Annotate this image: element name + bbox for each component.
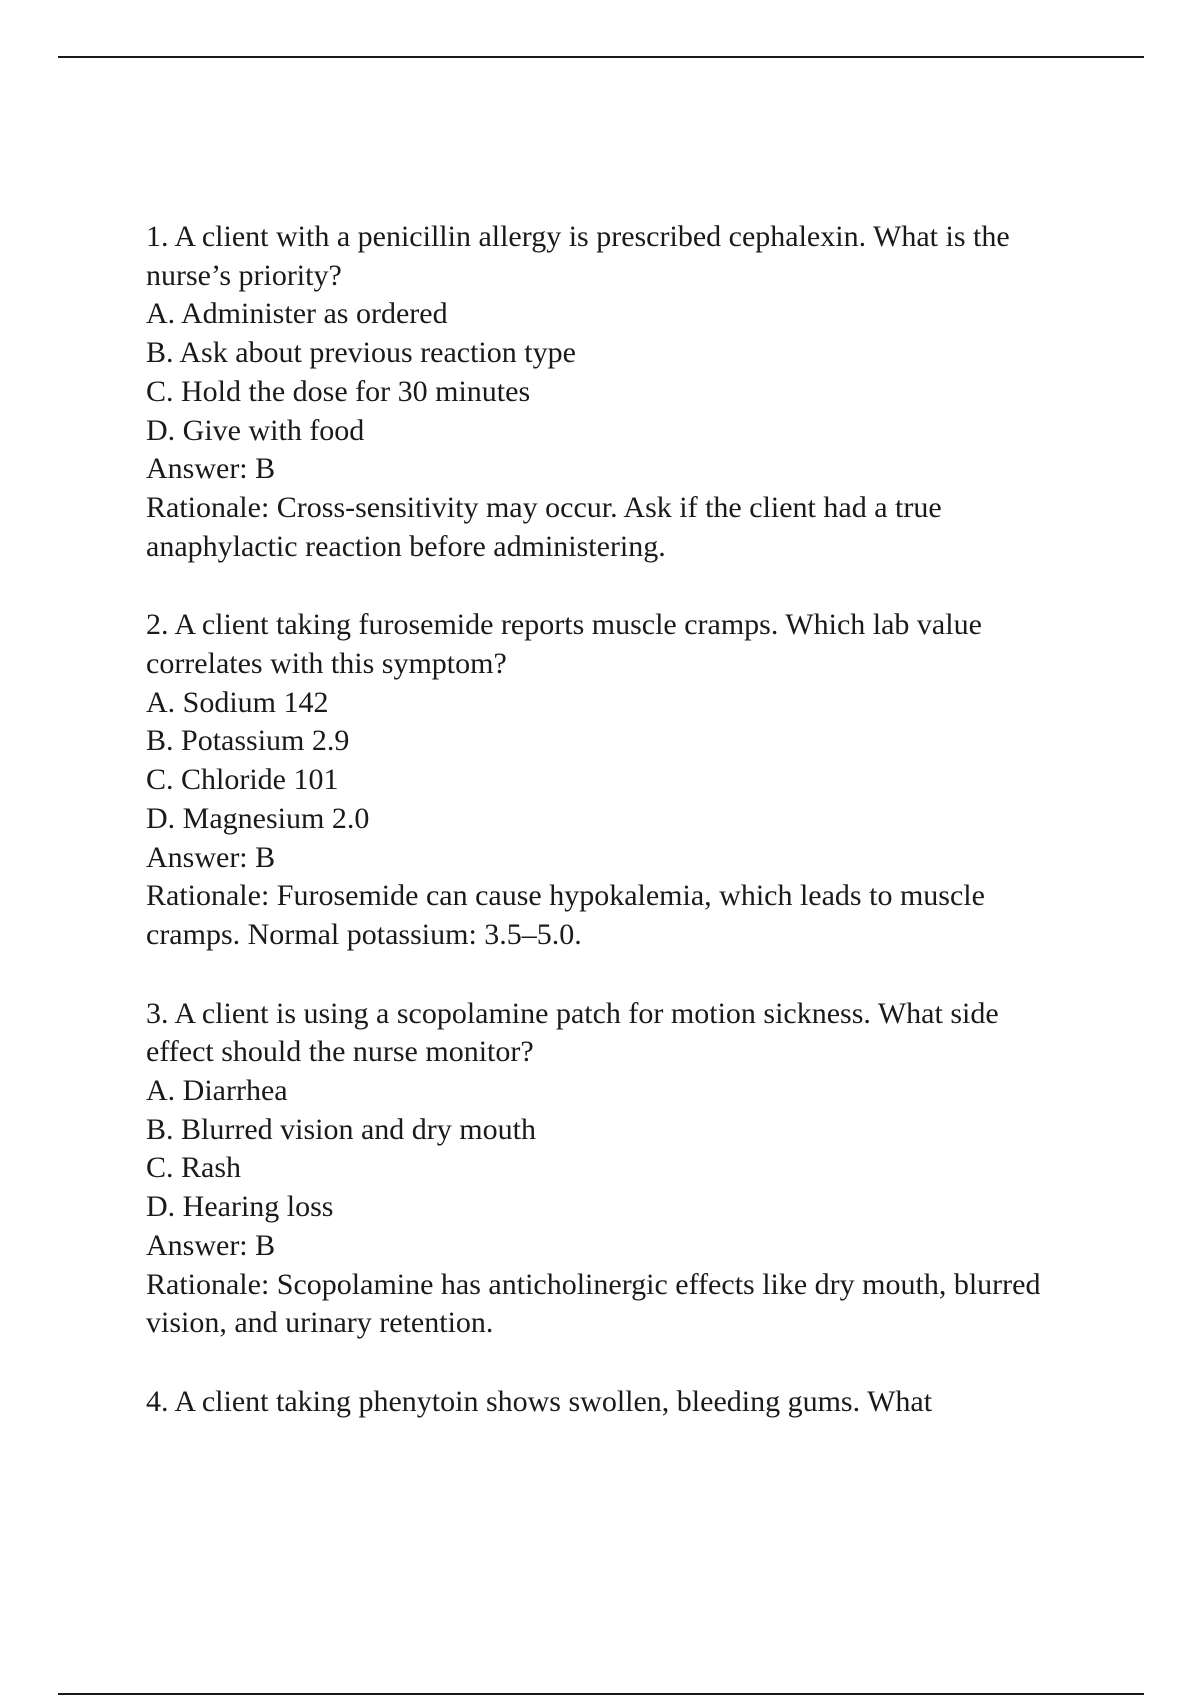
rationale: Rationale: Furosemide can cause hypokalemia, which leads to muscle cramps. Normal potassium: 3.5–5.0. (146, 879, 993, 951)
rationale: Rationale: Scopolamine has anticholinergic effects like dry mouth, blurred vision, and urinary retention. (146, 1267, 1048, 1340)
question-stem: 4. A client taking phenytoin shows swollen, bleeding gums. What (146, 1384, 933, 1418)
question-2 (146, 606, 1066, 954)
question-3 (146, 995, 1066, 1343)
question-1 (146, 218, 1066, 566)
option-a: A. Administer as ordered (146, 297, 448, 331)
option-b: B. Ask about previous reaction type (146, 336, 576, 370)
option-d: D. Hearing loss (146, 1190, 334, 1224)
option-c: C. Rash (146, 1151, 242, 1185)
option-a: A. Diarrhea (146, 1074, 288, 1108)
answer: Answer: B (146, 1228, 276, 1262)
header-rule (58, 56, 1144, 58)
option-a: A. Sodium 142 (146, 685, 329, 719)
option-c: C. Hold the dose for 30 minutes (146, 374, 531, 408)
option-b: B. Blurred vision and dry mouth (146, 1112, 536, 1146)
answer: Answer: B (146, 840, 276, 874)
option-d: D. Magnesium 2.0 (146, 801, 370, 835)
rationale: Rationale: Cross-sensitivity may occur. Ask if the client had a true anaphylactic reaction before administering. (146, 490, 950, 563)
option-c: C. Chloride 101 (146, 763, 339, 797)
answer: Answer: B (146, 452, 276, 486)
option-b: B. Potassium 2.9 (146, 724, 350, 758)
option-d: D. Give with food (146, 413, 365, 447)
question-stem: 2. A client taking furosemide reports muscle cramps. Which lab value correlates with this symptom? (146, 608, 990, 681)
question-stem: 3. A client is using a scopolamine patch for motion sickness. What side effect should the nurse monitor? (146, 996, 1007, 1069)
footer-rule (58, 1693, 1144, 1695)
question-4 (146, 1383, 1066, 1422)
document-body (146, 218, 1066, 1462)
question-stem: 1. A client with a penicillin allergy is prescribed cephalexin. What is the nurse’s priority? (146, 220, 1018, 292)
